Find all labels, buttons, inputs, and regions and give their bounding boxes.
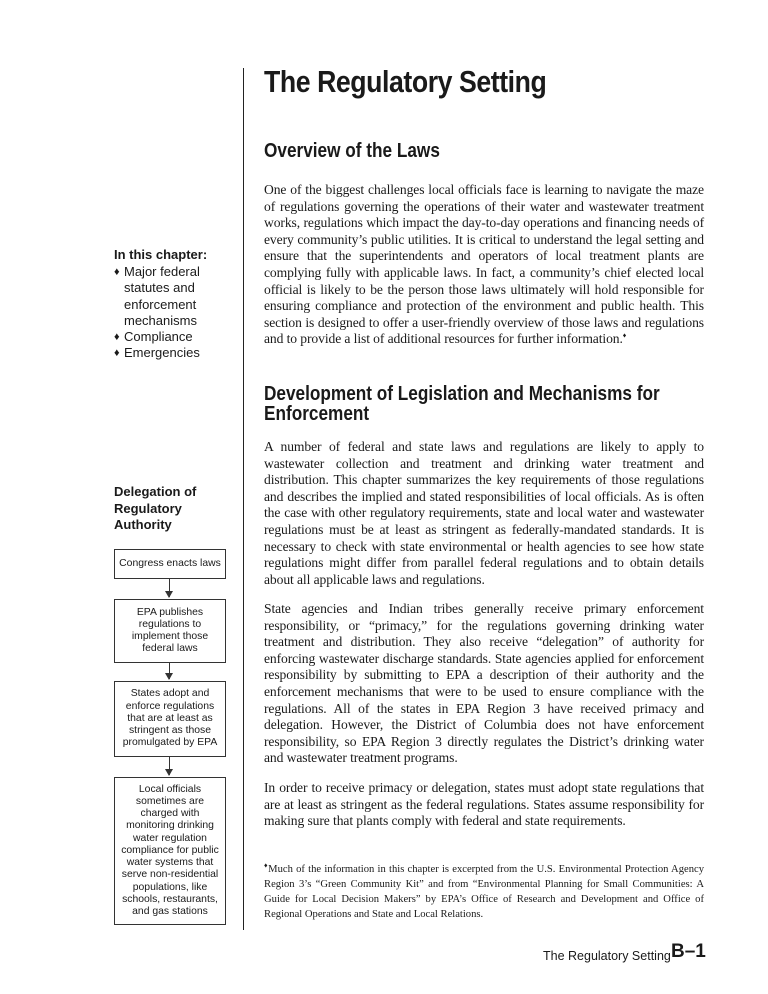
development-paragraph-3: In order to receive primacy or delegation, states must adopt state regulations that are at least as stringent as the federal regulations. States assume responsibility for making sure that plants comply with federal and state requirements.: [264, 780, 704, 829]
footnote-text: Much of the information in this chapter is excerpted from the U.S. Environmental Protection Agency Region 3’s “Green Community Kit” and from “Environmental Planning for Small Communities: A Guide for Local Decision Makers” by EPA’s Office of Research and Development and Office of Regional Operations and State and Local Relations.: [264, 864, 704, 920]
running-footer-title: The Regulatory Setting: [543, 949, 671, 963]
overview-paragraph: [264, 182, 704, 348]
chapter-topic-line: enforcement: [124, 296, 197, 312]
delegation-heading-line: Authority: [114, 517, 172, 532]
development-heading: [264, 384, 660, 424]
footnote: [264, 862, 704, 922]
flow-step-congress: Congress enacts laws: [114, 549, 226, 579]
chapter-topic-line: statutes and: [124, 280, 195, 296]
development-heading-line1: Development of Legislation and Mechanisms for: [264, 383, 660, 405]
page-title: The Regulatory Setting: [264, 64, 547, 99]
column-divider: [243, 68, 244, 930]
delegation-heading-line: Regulatory: [114, 500, 182, 516]
flow-arrow-down-icon: [169, 757, 170, 775]
footnote-mark: ♦: [264, 861, 269, 870]
chapter-topic-item: [114, 329, 239, 345]
overview-paragraph-text: One of the biggest challenges local officials face is learning to navigate the maze of regulations governing the operations of their water and wastewater treatment works, regulations which impact the day-to-day operations and financing needs of every community’s public utilities. It is critical to understand the legal setting and ensure that the superintendents and operators of local treatment plants are complying fully with applicable laws. In fact, a community’s chief elected local official is likely to be the person those laws ultimately will hold responsible for ensuring compliance and protection of the environment and public health. This section is designed to offer a user-friendly overview of those laws and regulations and to provide a list of additional resources for further information.: [264, 182, 704, 347]
development-heading-line2: Enforcement: [264, 403, 370, 425]
delegation-heading-line: Delegation of: [114, 484, 197, 499]
overview-heading: Overview of the Laws: [264, 140, 440, 162]
chapter-topic-line: Compliance: [124, 329, 193, 345]
flow-step-states: States adopt and enforce regulations that are at least as stringent as those promulgated by EPA: [114, 681, 226, 757]
development-paragraph-1: A number of federal and state laws and regulations are likely to apply to wastewater collection and treatment and drinking water treatment and distribution. This chapter summarizes the key requirements of those regulations and describes the implied and stated responsibilities of local officials. As is often the case with other regulatory requirements, state and local water and wastewater regulations must be at least as stringent as federally-mandated standards. It is necessary to check with state environmental or health agencies to see how state regulations might differ from parallel federal regulations and to obtain details about all applicable laws and regulations.: [264, 439, 704, 587]
footnote-reference-mark: ♦: [622, 331, 627, 340]
delegation-heading: [114, 484, 196, 534]
development-paragraph-2: State agencies and Indian tribes generally receive primary enforcement responsibility, or “primacy,” for the regulations governing drinking water treatment and distribution. They also receive “delegation” of authority for enforcing wastewater discharge standards. State agencies applied for enforcement responsibility by submitting to EPA a description of their authority and the enforcement mechanisms that were to be used to ensure compliance with the regulations. All of the states in EPA Region 3 have received primacy and delegation. However, the District of Columbia does not have enforcement responsibility, so EPA Region 3 directly regulates the District’s drinking water and wastewater treatment programs.: [264, 601, 704, 766]
chapter-topic-line: Major federal: [124, 264, 200, 279]
flow-arrow-down-icon: [169, 663, 170, 679]
page-number: B–1: [671, 941, 706, 962]
in-this-chapter-heading: In this chapter:: [114, 247, 208, 262]
diamond-bullet-icon: ♦: [114, 266, 120, 278]
flow-step-local-officials: Local officials sometimes are charged with monitoring drinking water regulation compliance for public water systems that serve non-residential populations, like schools, restaurants, and gas stations: [114, 777, 226, 925]
chapter-topic-item: [114, 345, 239, 361]
chapter-topic-line: Emergencies: [124, 345, 200, 361]
diamond-bullet-icon: ♦: [114, 347, 120, 360]
chapter-topic-line: mechanisms: [124, 312, 197, 328]
flow-arrow-down-icon: [169, 579, 170, 597]
chapter-topic-item: [114, 264, 239, 329]
diamond-bullet-icon: ♦: [114, 331, 120, 344]
flow-step-epa: EPA publishes regulations to implement those federal laws: [114, 599, 226, 663]
chapter-topics-list: [114, 264, 239, 362]
main-column: [264, 64, 704, 920]
